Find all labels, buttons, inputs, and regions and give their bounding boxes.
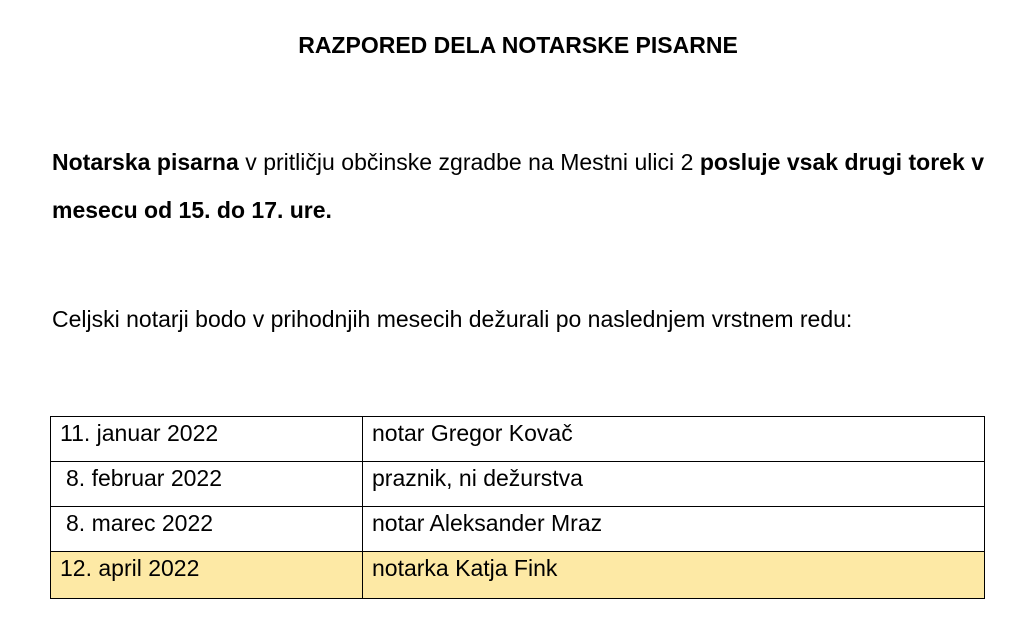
table-row-highlighted: [51, 552, 985, 599]
table-row: [51, 417, 985, 462]
schedule-duty-cell: [363, 507, 985, 552]
lead-sentence: Celjski notarji bodo v prihodnjih mesecih dežurali po naslednjem vrstnem redu:: [52, 306, 853, 332]
duty-schedule-table: [50, 416, 985, 599]
table-row: [51, 507, 985, 552]
schedule-date: 11. januar 2022: [60, 420, 219, 446]
intro-bold-hours: posluje vsak drugi torek v mesecu od 15. do 17. ure.: [52, 149, 985, 223]
schedule-duty-cell: [363, 552, 985, 599]
schedule-date: 8. marec 2022: [66, 510, 214, 536]
intro-paragraph: [52, 138, 984, 234]
schedule-duty-cell: [363, 417, 985, 462]
schedule-duty-cell: [363, 462, 985, 507]
schedule-duty: notar Gregor Kovač: [372, 420, 573, 446]
schedule-date: 8. februar 2022: [66, 465, 223, 491]
schedule-date: 12. april 2022: [60, 555, 200, 581]
schedule-duty: praznik, ni dežurstva: [372, 465, 583, 491]
schedule-duty: notar Aleksander Mraz: [372, 510, 603, 536]
schedule-date-cell: [51, 552, 363, 599]
schedule-date-cell: [51, 462, 363, 507]
intro-location-text: v pritličju občinske zgradbe na Mestni ulici 2: [238, 149, 700, 175]
schedule-date-cell: [51, 507, 363, 552]
page-title: RAZPORED DELA NOTARSKE PISARNE: [298, 32, 738, 58]
intro-bold-office: Notarska pisarna: [52, 149, 239, 175]
schedule-date-cell: [51, 417, 363, 462]
table-row: [51, 462, 985, 507]
schedule-duty: notarka Katja Fink: [372, 555, 558, 581]
